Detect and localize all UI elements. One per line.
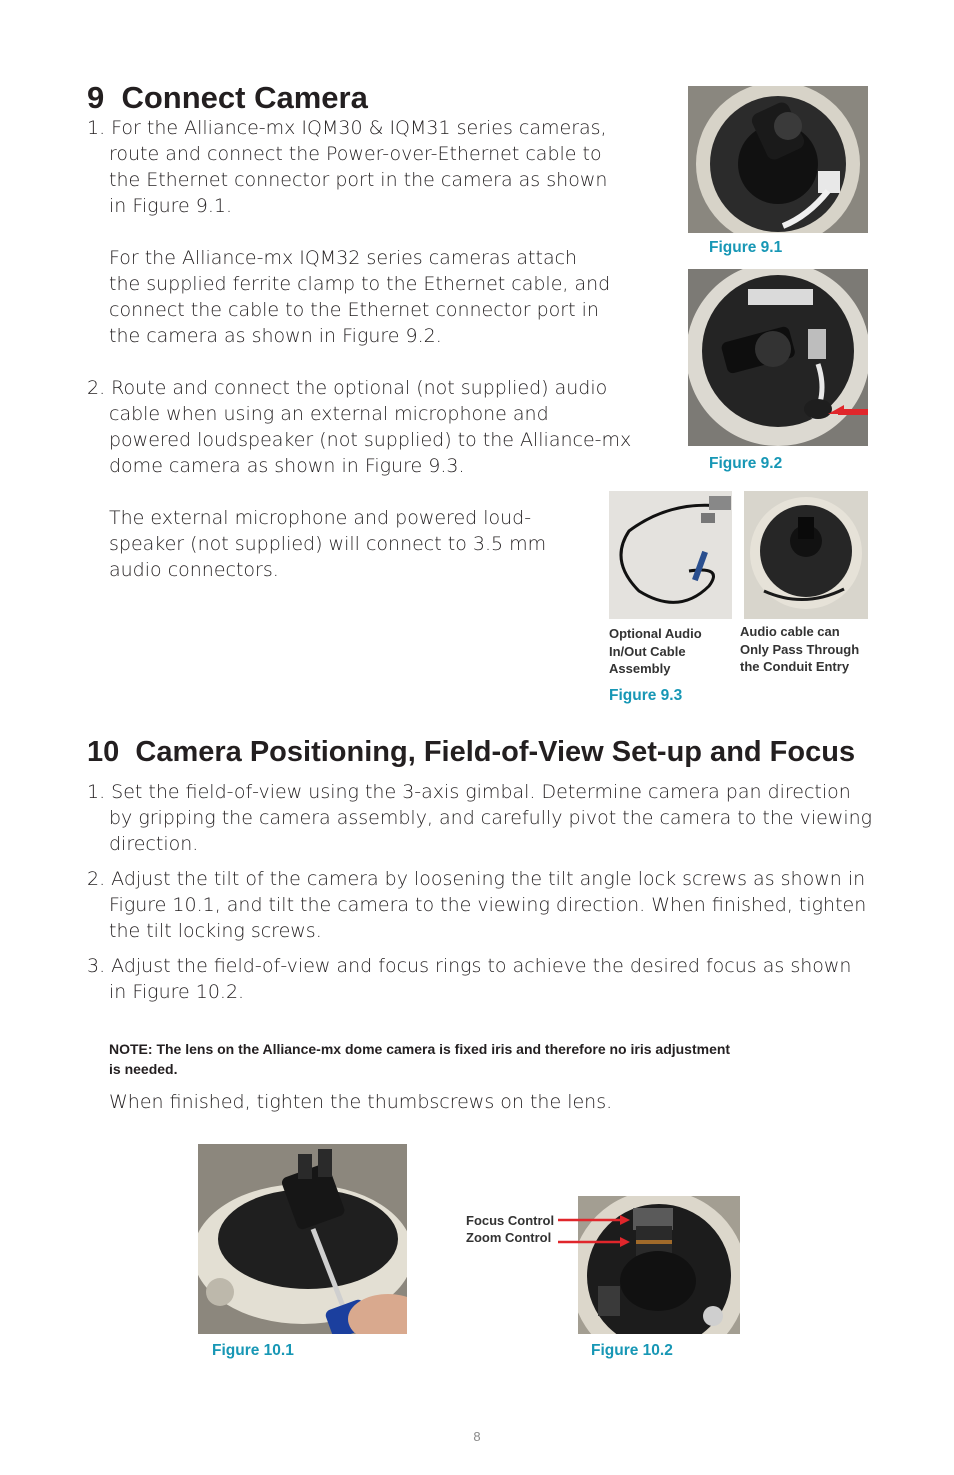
page-number: 8: [473, 1429, 481, 1444]
note-line: is needed.: [109, 1061, 178, 1077]
text-line: 2. Adjust the tilt of the camera by loosening the tilt angle lock screws as shown in: [87, 868, 866, 890]
text-line: 2. Route and connect the optional (not supplied) audio: [87, 377, 608, 399]
note-text: [109, 1039, 869, 1079]
figure-9-3-caption: Figure 9.3: [609, 687, 683, 704]
audio-cable-caption: [609, 625, 729, 678]
section-9-item-2: [87, 375, 657, 479]
zoom-control-label: Zoom Control: [466, 1230, 552, 1245]
text-line: by gripping the camera assembly, and carefully pivot the camera to the viewing: [109, 807, 873, 829]
section-10-item-1: [87, 779, 887, 857]
focus-control-label: Focus Control: [466, 1213, 555, 1228]
figure-10-1-caption: Figure 10.1: [212, 1342, 294, 1359]
text-line: speaker (not supplied) will connect to 3.5 mm: [109, 533, 547, 555]
figure-9-2-photo: [688, 269, 868, 446]
section-9-heading: 9 Connect Camera: [87, 80, 368, 115]
text-line: connect the cable to the Ethernet connector port in: [109, 299, 599, 321]
section-9-item-1: [87, 115, 647, 219]
text-line: 1. For the Alliance-mx IQM30 & IQM31 series cameras,: [87, 117, 607, 139]
caption-line: the Conduit Entry: [740, 659, 850, 674]
text-line: 3. Adjust the field-of-view and focus rings to achieve the desired focus as shown: [87, 955, 852, 977]
text-line: dome camera as shown in Figure 9.3.: [109, 455, 465, 477]
focus-zoom-arrows: [556, 1212, 636, 1252]
text-line: route and connect the Power-over-Ethernet cable to: [109, 143, 602, 165]
text-line: the camera as shown in Figure 9.2.: [109, 325, 442, 347]
figure-9-2-caption: Figure 9.2: [709, 455, 783, 472]
finish-instruction: When finished, tighten the thumbscrews on the lens.: [109, 1091, 613, 1113]
section-10-item-2: [87, 866, 887, 944]
conduit-entry-caption: [740, 623, 870, 676]
text-line: the tilt locking screws.: [109, 920, 322, 942]
caption-line: Optional Audio: [609, 626, 702, 641]
section-9-item-2b: [87, 505, 607, 583]
figure-9-1-photo: [688, 86, 868, 233]
text-line: in Figure 10.2.: [109, 981, 245, 1003]
text-line: the Ethernet connector port in the camera as shown: [109, 169, 608, 191]
text-line: the supplied ferrite clamp to the Ethernet cable, and: [109, 273, 611, 295]
section-10-item-3: [87, 953, 887, 1005]
text-line: in Figure 9.1.: [109, 195, 233, 217]
figure-10-2-caption: Figure 10.2: [591, 1342, 673, 1359]
text-line: cable when using an external microphone and: [109, 403, 549, 425]
text-line: direction.: [109, 833, 199, 855]
focus-arrowhead: [620, 1215, 630, 1225]
text-line: The external microphone and powered loud-: [109, 507, 532, 529]
section-9-item-1b: [87, 245, 647, 349]
zoom-arrowhead: [620, 1237, 630, 1247]
figure-9-3-dome-photo: [744, 491, 868, 619]
text-line: 1. Set the field-of-view using the 3-axis gimbal. Determine camera pan direction: [87, 781, 851, 803]
text-line: Figure 10.1, and tilt the camera to the viewing direction. When finished, tighten: [109, 894, 867, 916]
figure-9-3-cable-photo: [609, 491, 732, 619]
figure-9-1-caption: Figure 9.1: [709, 239, 783, 256]
text-line: powered loudspeaker (not supplied) to the Alliance-mx: [109, 429, 632, 451]
section-10-heading: 10 Camera Positioning, Field-of-View Set-up and Focus: [87, 736, 856, 768]
caption-line: In/Out Cable: [609, 643, 686, 659]
figure-10-1-photo: [198, 1144, 407, 1334]
note-line: NOTE: The lens on the Alliance-mx dome camera is fixed iris and therefore no iris adjustment: [109, 1041, 731, 1057]
caption-line: Assembly: [609, 661, 671, 676]
caption-line: Audio cable can: [740, 624, 840, 639]
caption-line: Only Pass Through: [740, 641, 860, 657]
text-line: audio connectors.: [109, 559, 279, 581]
text-line: For the Alliance-mx IQM32 series cameras attach: [109, 247, 578, 269]
